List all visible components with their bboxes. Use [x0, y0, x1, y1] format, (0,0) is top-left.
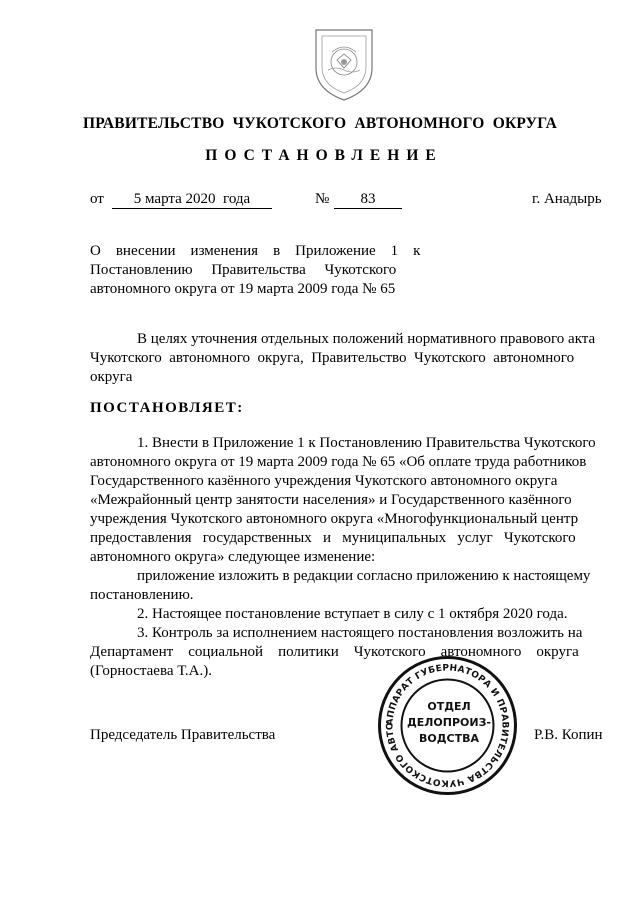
stamp-center-line: ВОДСТВА — [418, 732, 480, 745]
body-line: «Межрайонный центр занятости населения» и Государственного казённого — [90, 492, 572, 508]
date-prefix: от — [90, 191, 104, 207]
preamble-line: округа — [90, 369, 133, 385]
stamp-ring-text: АППАРАТ ГУБЕРНАТОРА И ПРАВИТЕЛЬСТВА ЧУКОТСКОГО АВТО — [385, 663, 510, 788]
org-title: ПРАВИТЕЛЬСТВО ЧУКОТСКОГО АВТОНОМНОГО ОКРУГА — [82, 115, 558, 132]
signatory-name: Р.В. Копин — [534, 727, 603, 743]
body-line: предоставления государственных и муниципальных услуг Чукотского — [90, 530, 576, 546]
stamp-center-line: ОТДЕЛ — [427, 700, 471, 713]
body-line: (Горностаева Т.А.). — [90, 663, 212, 679]
body-line: приложение изложить в редакции согласно приложению к настоящему — [137, 568, 591, 584]
subject-line: Постановлению Правительства Чукотского — [90, 262, 397, 278]
body-line: автономного округа от 19 марта 2009 года № 65 «Об оплате труда работников — [90, 454, 587, 470]
number-field — [334, 190, 402, 209]
body-line: 2. Настоящее постановление вступает в силу с 1 октября 2020 года. — [137, 606, 568, 622]
preamble-line: В целях уточнения отдельных положений нормативного правового акта — [137, 331, 596, 347]
resolves-heading: ПОСТАНОВЛЯЕТ: — [90, 400, 244, 416]
coat-of-arms-emblem — [310, 22, 378, 102]
body-line: 1. Внести в Приложение 1 к Постановлению Правительства Чукотского — [137, 435, 596, 451]
stamp-center-line: ДЕЛОПРОИЗ- — [406, 716, 492, 729]
city: г. Анадырь — [532, 191, 602, 207]
subject-line: автономного округа от 19 марта 2009 года № 65 — [90, 281, 396, 297]
body-line: Департамент социальной политики Чукотского автономного округа — [90, 644, 579, 660]
number-prefix: № — [315, 191, 330, 207]
body-line: учреждения Чукотского автономного округа «Многофункциональный центр — [90, 511, 579, 527]
signatory-position: Председатель Правительства — [90, 727, 276, 743]
body-line: автономного округа» следующее изменение: — [90, 549, 376, 565]
subject-line: О внесении изменения в Приложение 1 к — [90, 243, 421, 259]
body-line: 3. Контроль за исполнением настоящего постановления возложить на — [137, 625, 583, 641]
number-value: 83 — [334, 191, 402, 209]
office-stamp — [375, 653, 520, 798]
date-value: 5 марта 2020 года — [112, 191, 272, 209]
body-line: Государственного казённого учреждения Чукотского автономного округа — [90, 473, 558, 489]
doc-type-title: ПОСТАНОВЛЕНИЕ — [205, 147, 443, 164]
body-line: постановлению. — [90, 587, 194, 603]
date-field — [112, 190, 272, 209]
preamble-line: Чукотского автономного округа, Правительство Чукотского автономного — [90, 350, 575, 366]
